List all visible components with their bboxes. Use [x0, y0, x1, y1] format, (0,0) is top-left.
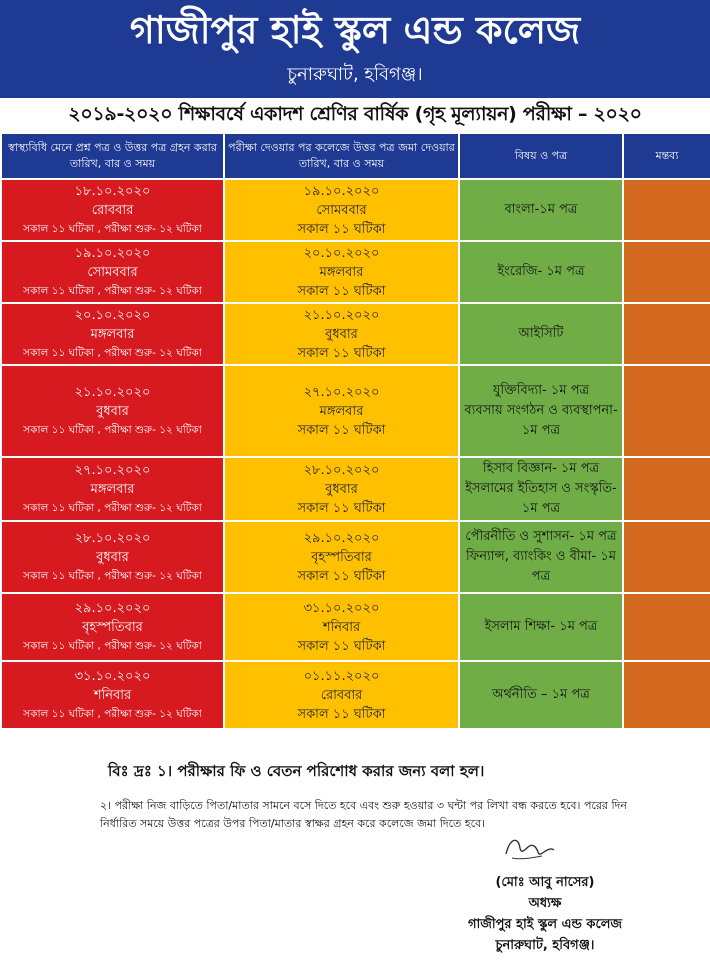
submit-day: শনিবার — [322, 619, 361, 635]
table-row — [1, 457, 710, 521]
submit-day: রোববার — [320, 687, 363, 703]
submit-day: মঙ্গলবার — [319, 264, 364, 280]
collect-time: সকাল ১১ ঘটিকা , পরীক্ষা শুরু- ১২ ঘটিকা — [23, 569, 202, 582]
subject-cell — [459, 593, 623, 661]
collect-time: সকাল ১১ ঘটিকা , পরীক্ষা শুরু- ১২ ঘটিকা — [23, 639, 202, 652]
remarks-cell — [623, 457, 710, 521]
table-row — [1, 661, 710, 729]
submit-time: সকাল ১১ ঘটিকা — [297, 638, 386, 654]
submit-date: ৩১.১০.২০২০ — [303, 600, 380, 616]
submit-time: সকাল ১১ ঘটিকা — [297, 500, 386, 516]
collect-day: মঙ্গলবার — [90, 326, 135, 342]
collect-day: মঙ্গলবার — [90, 481, 135, 497]
subject-text: হিসাব বিজ্ঞান- ১ম পত্র ইসলামের ইতিহাস ও সংস্কৃতি- ১ম পত্র — [465, 461, 617, 516]
submit-time: সকাল ১১ ঘটিকা — [297, 568, 386, 584]
subject-text: ইসলাম শিক্ষা- ১ম পত্র — [484, 619, 598, 634]
submit-date-cell — [224, 303, 459, 365]
collect-date: ২৮.১০.২০২০ — [74, 530, 151, 546]
submit-date: ২৮.১০.২০২০ — [303, 462, 380, 478]
submit-time: সকাল ১১ ঘটিকা — [297, 221, 386, 237]
submit-date-cell — [224, 457, 459, 521]
collect-date-cell — [1, 179, 224, 241]
collect-date: ২৯.১০.২০২০ — [74, 600, 151, 616]
collect-day: বুধবার — [96, 403, 129, 419]
submit-date-cell — [224, 593, 459, 661]
submit-day: বুধবার — [325, 481, 358, 497]
signature-location: চুনারুঘাট, হবিগঞ্জ। — [495, 938, 595, 953]
collect-day: শনিবার — [93, 687, 132, 703]
table-row — [1, 179, 710, 241]
collect-time: সকাল ১১ ঘটিকা , পরীক্ষা শুরু- ১২ ঘটিকা — [23, 423, 202, 436]
submit-date-cell — [224, 241, 459, 303]
subject-cell — [459, 521, 623, 593]
collect-time: সকাল ১১ ঘটিকা , পরীক্ষা শুরু- ১২ ঘটিকা — [23, 284, 202, 297]
collect-date: ২৭.১০.২০২০ — [74, 462, 151, 478]
collect-date: ৩১.১০.২০২০ — [74, 668, 151, 684]
school-location: চুনারুঘাট, হবিগঞ্জ। — [287, 64, 423, 85]
submit-date-cell — [224, 521, 459, 593]
table-row — [1, 303, 710, 365]
collect-time: সকাল ১১ ঘটিকা , পরীক্ষা শুরু- ১২ ঘটিকা — [23, 501, 202, 514]
collect-date-cell — [1, 457, 224, 521]
subject-cell — [459, 241, 623, 303]
table-body — [1, 179, 710, 729]
remarks-cell — [623, 179, 710, 241]
collect-date: ২১.১০.২০২০ — [74, 384, 151, 400]
table-row — [1, 521, 710, 593]
subject-cell — [459, 365, 623, 457]
subject-text: আইসিটি — [518, 326, 564, 341]
table-row — [1, 365, 710, 457]
signature-school: গাজীপুর হাই স্কুল এন্ড কলেজ — [467, 917, 623, 932]
school-name: গাজীপুর হাই স্কুল এন্ড কলেজ — [129, 8, 581, 52]
submit-day: বৃহস্পতিবার — [311, 549, 372, 565]
principal-name: (মোঃ আবু নাসের) — [495, 875, 595, 890]
collect-date-cell — [1, 593, 224, 661]
collect-day: বুধবার — [96, 549, 129, 565]
submit-date: ২৯.১০.২০২০ — [303, 530, 380, 546]
remarks-cell — [623, 303, 710, 365]
collect-date: ২০.১০.২০২০ — [74, 307, 151, 323]
header-subject: বিষয় ও পত্র — [459, 133, 623, 179]
submit-date: ০১.১১.২০২০ — [303, 668, 380, 684]
collect-time: সকাল ১১ ঘটিকা , পরীক্ষা শুরু- ১২ ঘটিকা — [23, 707, 202, 720]
collect-date-cell — [1, 521, 224, 593]
header-collect-date: স্বাস্থ্যবিধি মেনে প্রশ্ন পত্র ও উত্তর পত্র গ্রহন করার তারিখ, বার ও সময় — [1, 133, 224, 179]
submit-time: সকাল ১১ ঘটিকা — [297, 422, 386, 438]
remarks-cell — [623, 365, 710, 457]
remarks-cell — [623, 521, 710, 593]
principal-signature-image — [498, 828, 558, 868]
subject-text: যুক্তিবিদ্যা- ১ম পত্র ব্যবসায় সংগঠন ও ব্যবস্থাপনা- ১ম পত্র — [464, 383, 618, 438]
remarks-cell — [623, 593, 710, 661]
collect-date-cell — [1, 241, 224, 303]
subject-text: ইংরেজি- ১ম পত্র — [497, 264, 585, 279]
note-1: বিঃ দ্রঃ ১। পরীক্ষার ফি ও বেতন পরিশোধ করার জন্য বলা হল। — [108, 762, 485, 780]
table-row — [1, 593, 710, 661]
subject-text: অর্থনীতি – ১ম পত্র — [492, 687, 590, 702]
submit-date-cell — [224, 179, 459, 241]
exam-schedule-table — [0, 132, 710, 730]
subject-cell — [459, 179, 623, 241]
subject-cell — [459, 303, 623, 365]
submit-day: সোমববার — [316, 202, 367, 218]
table-header-row — [1, 133, 710, 179]
collect-date-cell — [1, 661, 224, 729]
remarks-cell — [623, 661, 710, 729]
submit-date-cell — [224, 365, 459, 457]
collect-date-cell — [1, 303, 224, 365]
submit-time: সকাল ১১ ঘটিকা — [297, 283, 386, 299]
submit-day: বুধবার — [325, 326, 358, 342]
collect-date: ১৯.১০.২০২০ — [74, 245, 151, 261]
submit-date: ২১.১০.২০২০ — [303, 307, 380, 323]
exam-title: ২০১৯-২০২০ শিক্ষাবর্ষে একাদশ শ্রেণির বার্ষিক (গৃহ মূল্যায়ন) পরীক্ষা – ২০২০ — [0, 98, 710, 130]
note-2: ২। পরীক্ষা নিজ বাড়িতে পিতা/মাতার সামনে বসে দিতে হবে এবং শুরু হওয়ার ৩ ঘন্টা পর লিখা বন্ধ করতে হবে। পরের দিন নির্ধারিত সময়ে উত্তর পত্রের উপর পিতা/মাতার স্বাক্ষর গ্রহন করে কলেজে জমা দিতে হবে। — [100, 799, 627, 830]
collect-day: রোববার — [91, 202, 134, 218]
collect-time: সকাল ১১ ঘটিকা , পরীক্ষা শুরু- ১২ ঘটিকা — [23, 346, 202, 359]
collect-time: সকাল ১১ ঘটিকা , পরীক্ষা শুরু- ১২ ঘটিকা — [23, 222, 202, 235]
submit-date-cell — [224, 661, 459, 729]
header-remarks: মন্তব্য — [623, 133, 710, 179]
table-row — [1, 241, 710, 303]
subject-text: বাংলা-১ম পত্র — [504, 202, 578, 217]
remarks-cell — [623, 241, 710, 303]
notes-section — [0, 760, 710, 833]
submit-time: সকাল ১১ ঘটিকা — [297, 706, 386, 722]
principal-designation: অধ্যক্ষ — [528, 896, 562, 911]
subject-cell — [459, 457, 623, 521]
subject-cell — [459, 661, 623, 729]
submit-date: ২৭.১০.২০২০ — [303, 384, 380, 400]
submit-date: ২০.১০.২০২০ — [303, 245, 380, 261]
submit-time: সকাল ১১ ঘটিকা — [297, 345, 386, 361]
collect-date-cell — [1, 365, 224, 457]
subject-text: পৌরনীতি ও সুশাসন- ১ম পত্র ফিন্যান্স, ব্যাংকিং ও বীমা- ১ম পত্র — [465, 529, 617, 584]
submit-day: মঙ্গলবার — [319, 403, 364, 419]
collect-date: ১৮.১০.২০২০ — [74, 183, 151, 199]
signature-block — [420, 872, 670, 956]
collect-day: সোমববার — [87, 264, 138, 280]
header-submit-date: পরীক্ষা দেওয়ার পর কলেজে উত্তর পত্র জমা দেওয়ার তারিখ, বার ও সময় — [224, 133, 459, 179]
submit-date: ১৯.১০.২০২০ — [303, 183, 380, 199]
collect-day: বৃহস্পতিবার — [82, 619, 143, 635]
